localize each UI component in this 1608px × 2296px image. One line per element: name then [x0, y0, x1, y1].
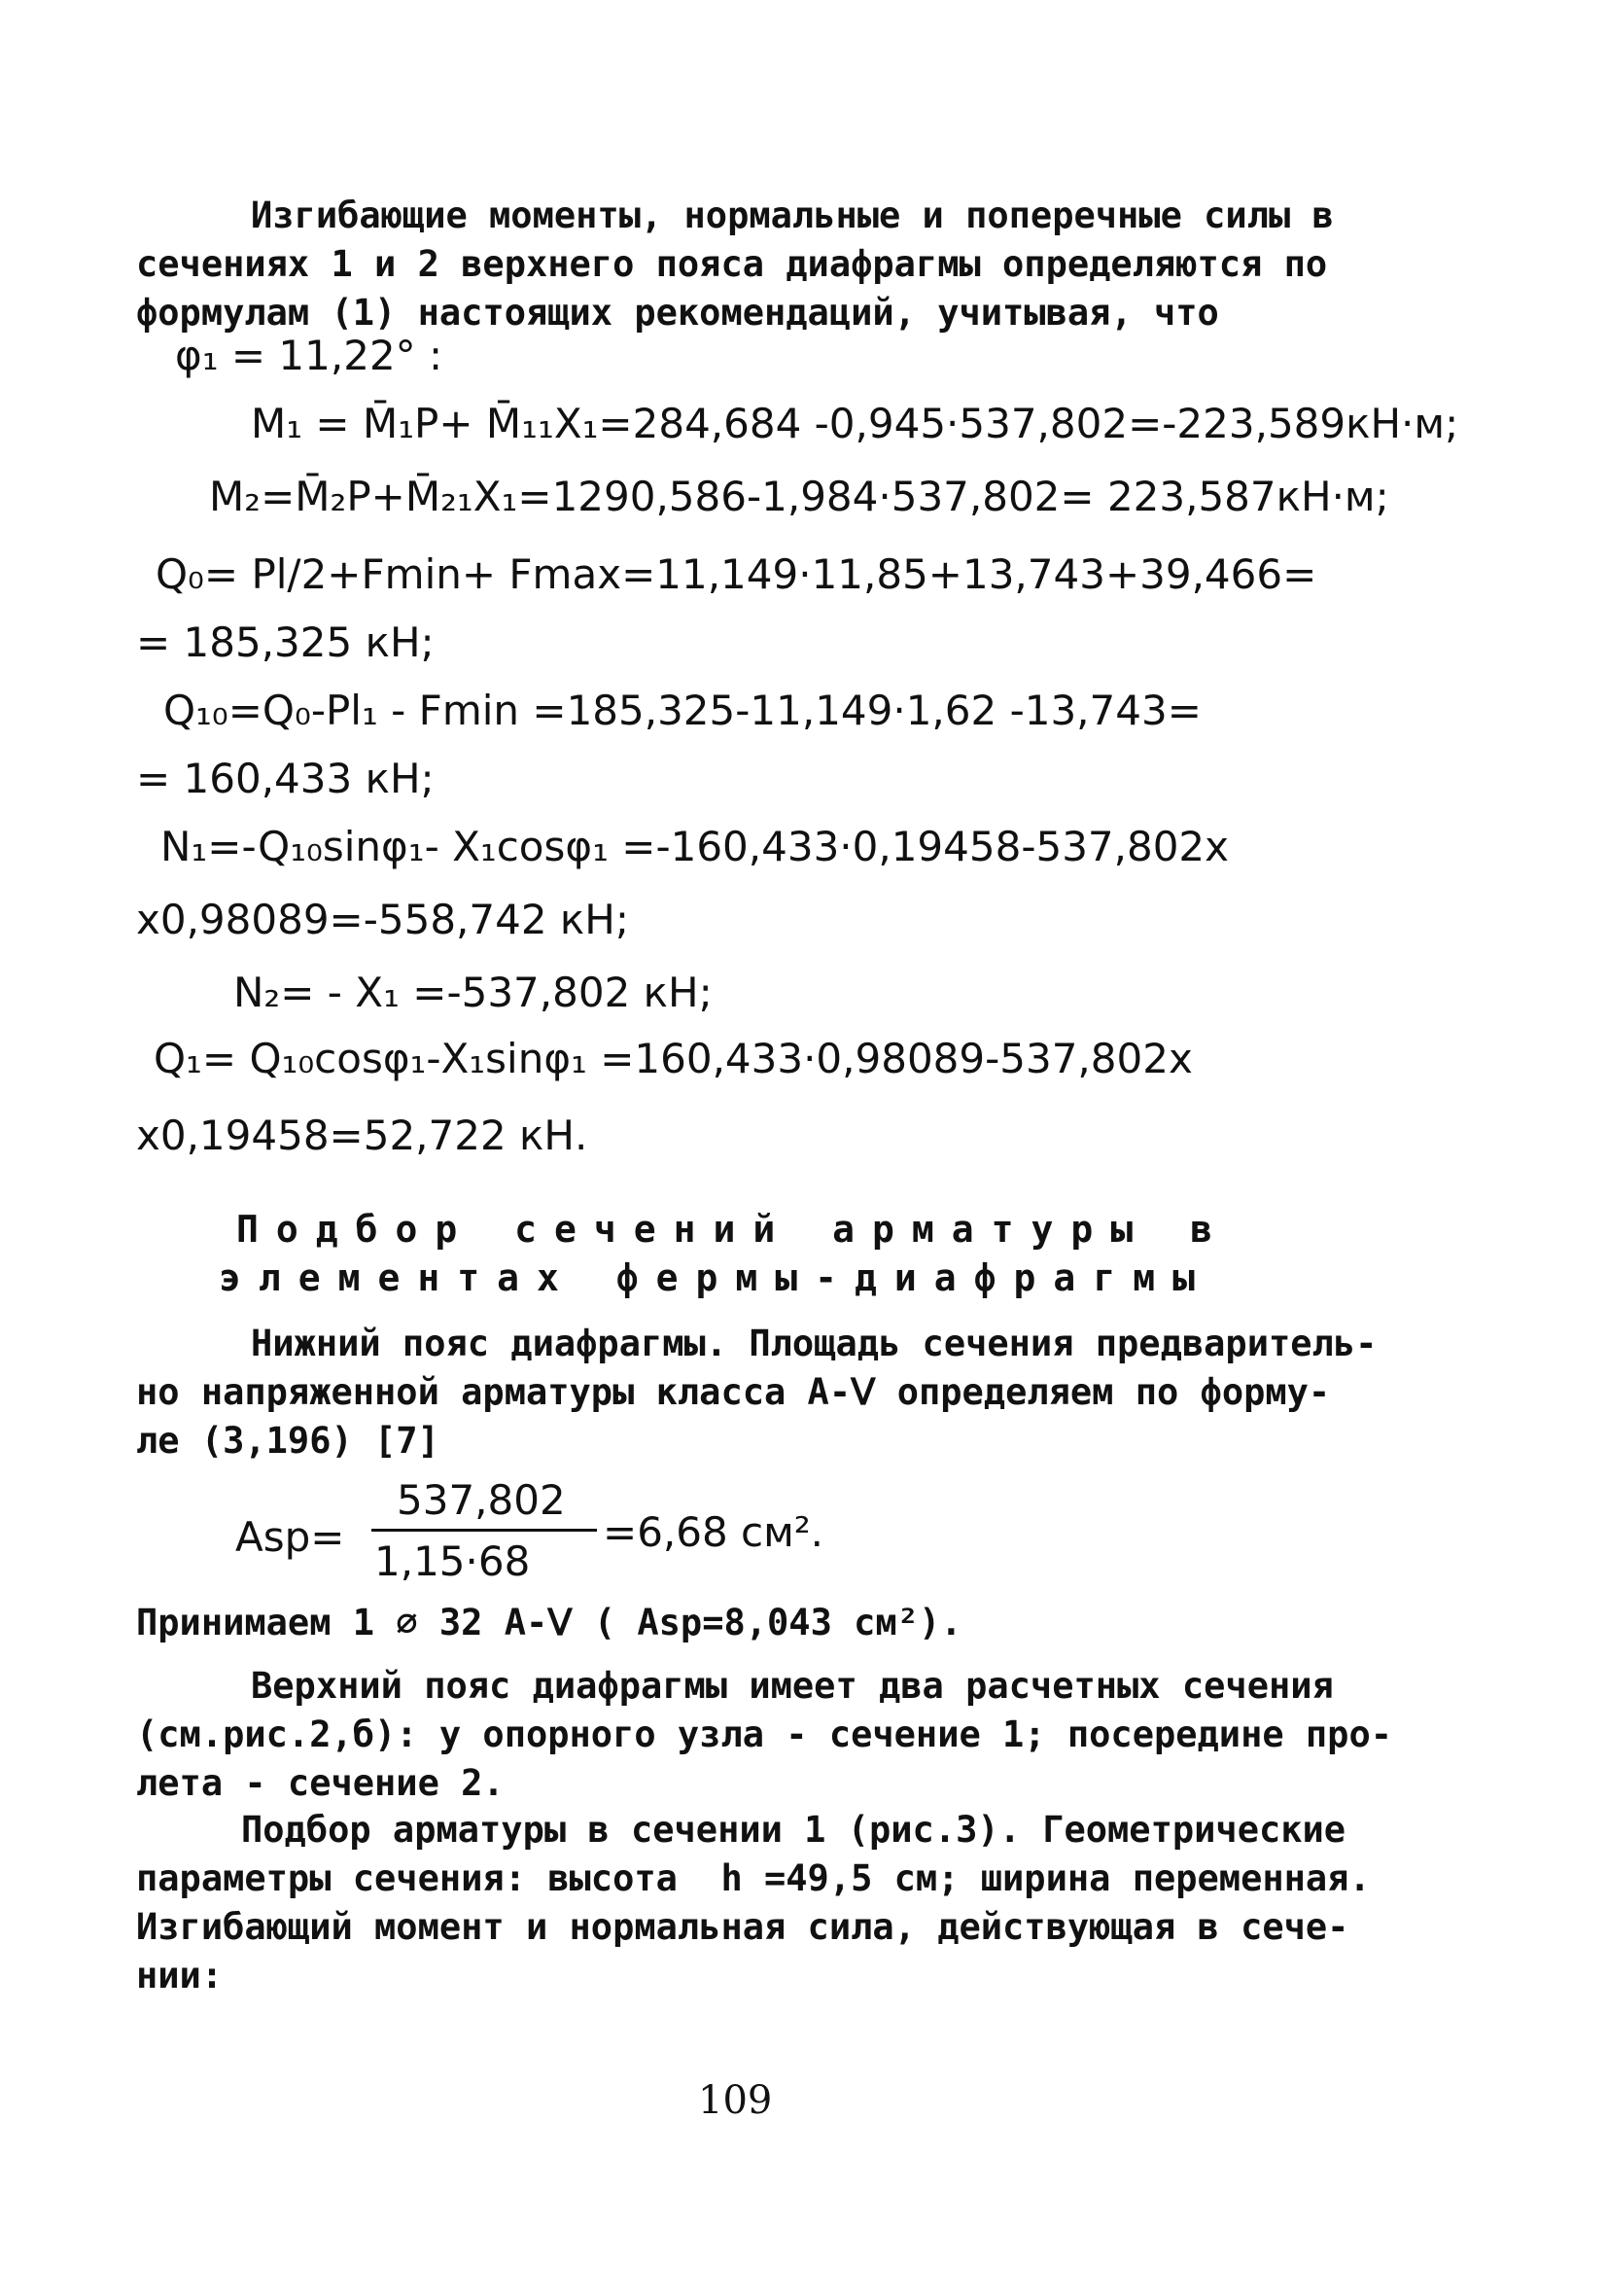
formula-n2: N₂= - X₁ =-537,802 кН;: [233, 969, 713, 1016]
formula-q1: Q₁= Q₁₀cosφ₁-X₁sinφ₁ =160,433·0,98089-537,802x: [154, 1035, 1193, 1082]
formula-q0-result: = 185,325 кН;: [136, 618, 435, 666]
paragraph1-line3: формулам (1) настоящих рекомендаций, учитывая, что: [136, 292, 1219, 334]
formula-n1-result: x0,98089=-558,742 кН;: [136, 896, 630, 943]
paragraph2-line3: ле (3,196) [7]: [136, 1420, 439, 1462]
paragraph3-line1: Верхний пояс диафрагмы имеет два расчетных сечения: [251, 1665, 1334, 1707]
paragraph4-line3: Изгибающий момент и нормальная сила, действующая в сече-: [136, 1906, 1349, 1948]
paragraph3-line3: лета - сечение 2.: [136, 1762, 505, 1804]
formula-q0: Q₀= Pl/2+Fmin+ Fmax=11,149·11,85+13,743+39,466=: [156, 550, 1317, 598]
formula-n1: N₁=-Q₁₀sinφ₁- X₁cosφ₁ =-160,433·0,19458-537,802x: [160, 823, 1230, 870]
phi-condition: φ₁ = 11,22° :: [175, 332, 443, 379]
paragraph4-line1: Подбор арматуры в сечении 1 (рис.3). Геометрические: [241, 1809, 1346, 1851]
formula-m1: M₁ = M̄₁P+ M̄₁₁X₁=284,684 -0,945·537,802=-223,589кН·м;: [251, 400, 1459, 447]
paragraph1-line2: сечениях 1 и 2 верхнего пояса диафрагмы определяются по: [136, 243, 1328, 285]
paragraph4-line4: нии:: [136, 1955, 224, 1996]
paragraph2-line1: Нижний пояс диафрагмы. Площадь сечения предваритель-: [251, 1323, 1378, 1364]
asp-result: =6,68 см².: [603, 1508, 824, 1556]
asp-fraction-bar: [371, 1529, 597, 1532]
formula-m2: M₂=M̄₂P+M̄₂₁X₁=1290,586-1,984·537,802= 223,587кН·м;: [209, 473, 1389, 520]
asp-denominator: 1,15·68: [374, 1537, 531, 1585]
paragraph2-line2: но напряженной арматуры класса А-Ⅴ определяем по форму-: [136, 1371, 1331, 1413]
paragraph4-line2: параметры сечения: высота h =49,5 см; ширина переменная.: [136, 1857, 1371, 1899]
accept-line: Принимаем 1 ∅ 32 А-Ⅴ ( Asp=8,043 см²).: [136, 1602, 962, 1643]
section-heading-line1: Подбор сечений арматуры в: [236, 1208, 1230, 1251]
paragraph1-line1: Изгибающие моменты, нормальные и поперечные силы в: [251, 194, 1334, 236]
section-heading-line2: элементах фермы-диафрагмы: [219, 1256, 1212, 1299]
formula-q10-result: = 160,433 кН;: [136, 755, 435, 802]
formula-q1-result: x0,19458=52,722 кН.: [136, 1112, 588, 1159]
paragraph3-line2: (см.рис.2,б): у опорного узла - сечение 1; посередине про-: [136, 1713, 1393, 1755]
asp-lhs: Asp=: [235, 1513, 345, 1561]
formula-q10: Q₁₀=Q₀-Pl₁ - Fmin =185,325-11,149·1,62 -13,743=: [163, 687, 1202, 734]
page-number: 109: [698, 2078, 773, 2123]
asp-numerator: 537,802: [397, 1476, 566, 1524]
